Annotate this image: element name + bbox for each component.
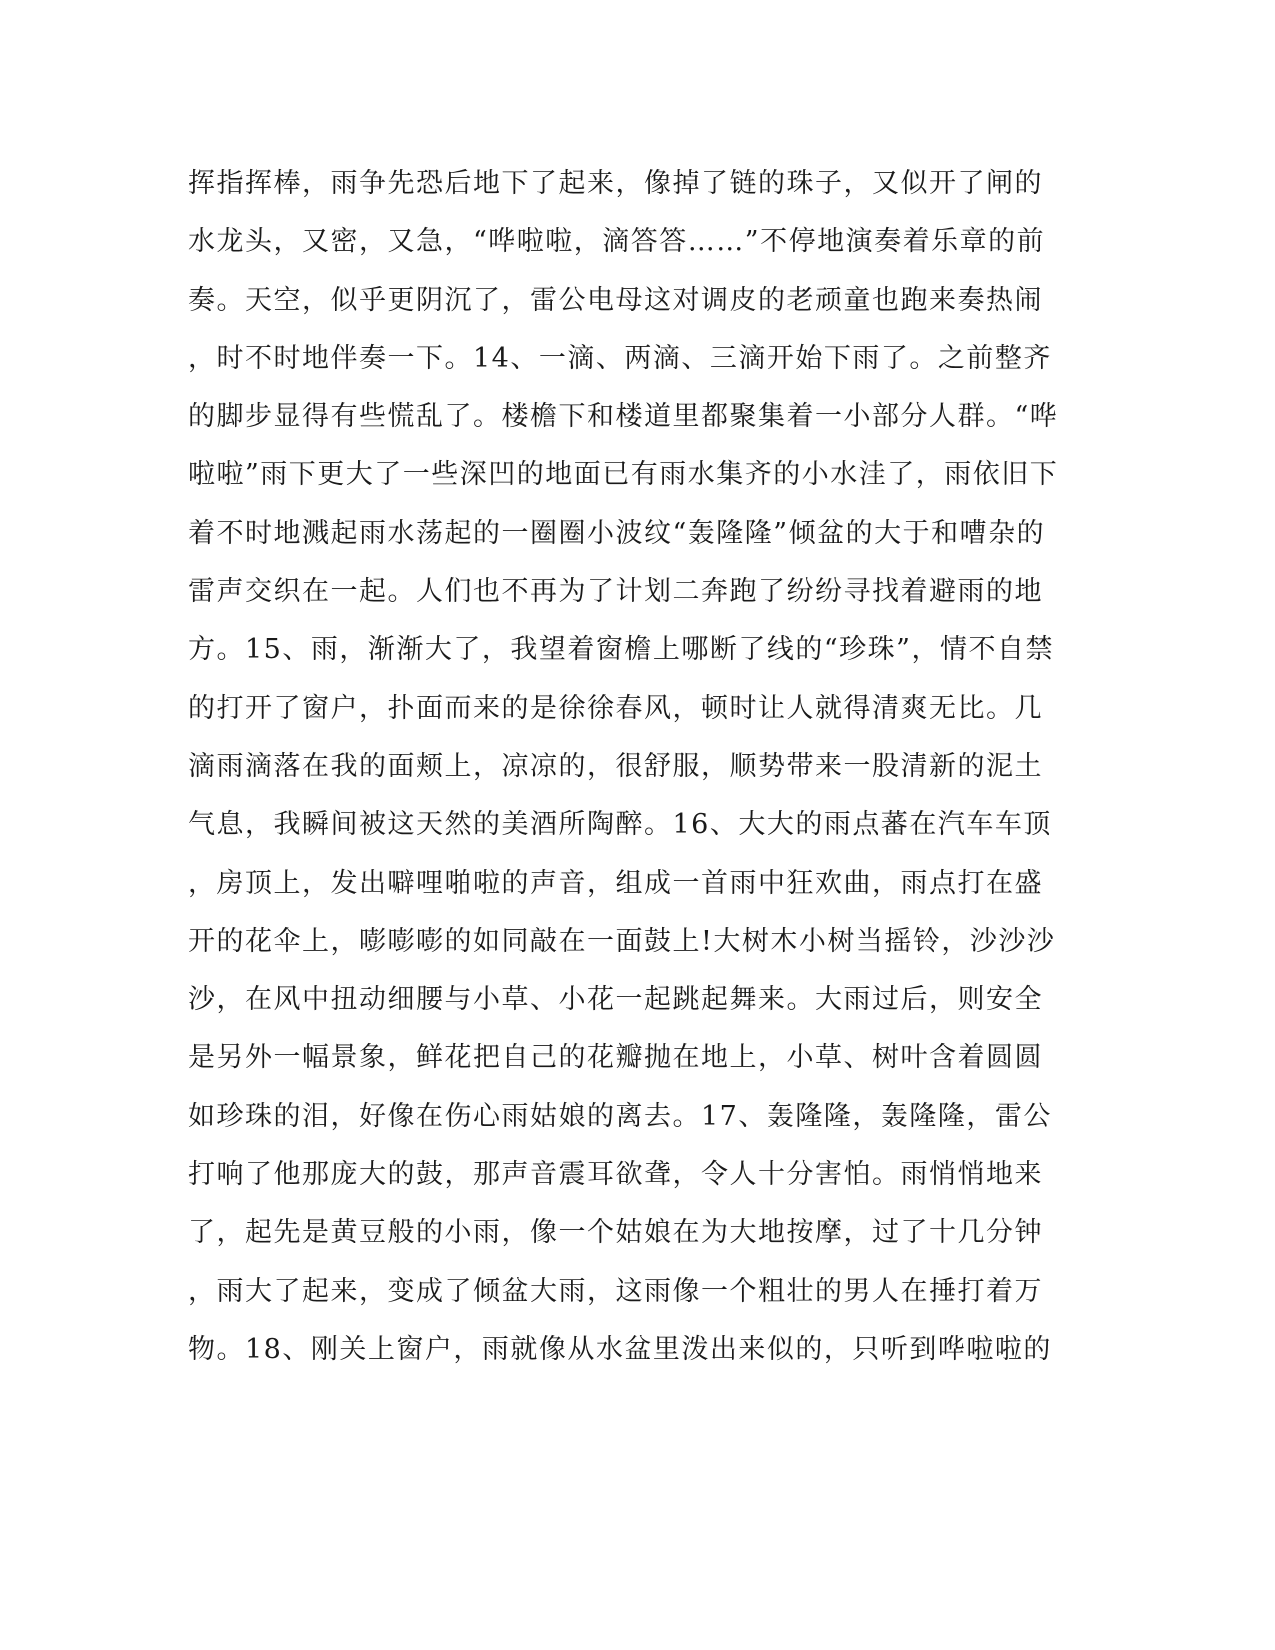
text-line: 气息，我瞬间被这天然的美酒所陶醉。16、大大的雨点蕃在汽车车顶 <box>188 809 1052 841</box>
text-line: 的脚步显得有些慌乱了。楼檐下和楼道里都聚集着一小部分人群。“哗 <box>188 401 1059 433</box>
text-line: 方。15、雨，渐渐大了，我望着窗檐上哪断了线的“珍珠”，情不自禁 <box>188 634 1054 666</box>
text-line: 的打开了窗户，扑面而来的是徐徐春风，顿时让人就得清爽无比。几 <box>188 692 1043 724</box>
text-line: ，雨大了起来，变成了倾盆大雨，这雨像一个粗壮的男人在捶打着万 <box>188 1275 1043 1307</box>
text-line: 啦啦”雨下更大了一些深凹的地面已有雨水集齐的小水洼了，雨依旧下 <box>188 459 1059 491</box>
text-line: 物。18、刚关上窗户，雨就像从水盆里泼出来似的，只听到哗啦啦的 <box>188 1333 1052 1365</box>
text-line: 挥指挥棒，雨争先恐后地下了起来，像掉了链的珠子，又似开了闸的 <box>188 168 1043 199</box>
text-line: 如珍珠的泪，好像在伤心雨姑娘的离去。17、轰隆隆，轰隆隆，雷公 <box>188 1100 1052 1132</box>
text-line: ，时不时地伴奏一下。14、一滴、两滴、三滴开始下雨了。之前整齐 <box>188 342 1052 374</box>
text-line: 沙，在风中扭动细腰与小草、小花一起跳起舞来。大雨过后，则安全 <box>188 984 1043 1016</box>
text-line: ，房顶上，发出噼哩啪啦的声音，组成一首雨中狂欢曲，雨点打在盛 <box>188 867 1043 899</box>
text-line: 是另外一幅景象，鲜花把自己的花瓣抛在地上，小草、树叶含着圆圆 <box>188 1042 1043 1074</box>
text-line: 雷声交织在一起。人们也不再为了计划二奔跑了纷纷寻找着避雨的地 <box>188 576 1043 608</box>
text-line: 了，起先是黄豆般的小雨，像一个姑娘在为大地按摩，过了十几分钟 <box>188 1217 1043 1249</box>
body-text <box>188 155 1068 1379</box>
text-line: 着不时地溅起雨水荡起的一圈圈小波纹“轰隆隆”倾盆的大于和嘈杂的 <box>188 517 1046 549</box>
text-line: 水龙头，又密，又急，“哗啦啦，滴答答……”不停地演奏着乐章的前 <box>188 226 1046 258</box>
text-line: 滴雨滴落在我的面颊上，凉凉的，很舒服，顺势带来一股清新的泥土 <box>188 750 1043 782</box>
text-line: 奏。天空，似乎更阴沉了，雷公电母这对调皮的老顽童也跑来奏热闹 <box>188 284 1043 316</box>
text-line: 打响了他那庞大的鼓，那声音震耳欲聋，令人十分害怕。雨悄悄地来 <box>188 1159 1043 1191</box>
text-line: 开的花伞上，嘭嘭嘭的如同敲在一面鼓上!大树木小树当摇铃，沙沙沙 <box>188 925 1056 957</box>
